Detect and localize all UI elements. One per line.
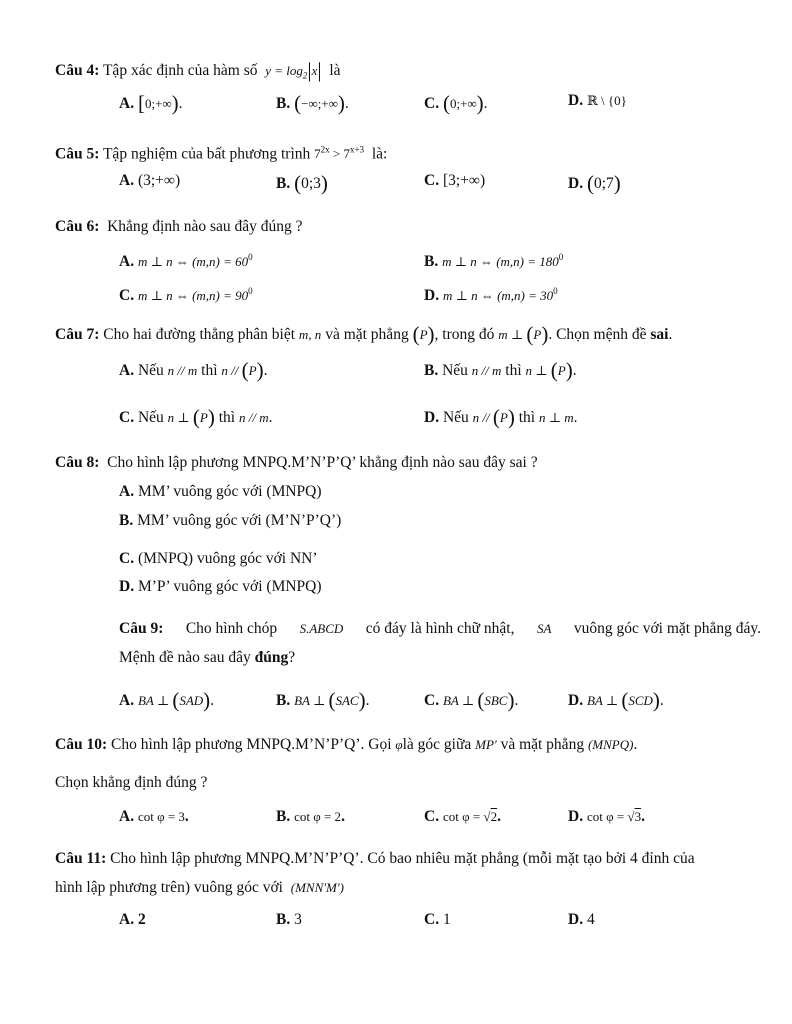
question-10: Câu 10: Cho hình lập phương MNPQ.M’N’P’Q’. Gọi φlà góc giữa MP' và mặt phẳng (MNPQ). xyxy=(55,736,638,753)
question-label: Câu 5: xyxy=(55,145,100,163)
question-11-line-2: hình lập phương trên) vuông góc với (MNN'M') xyxy=(55,879,344,896)
option-b[interactable]: B. (−∞;+∞). xyxy=(276,91,349,115)
question-8 xyxy=(55,453,538,473)
question-7: Câu 7: Cho hai đường thẳng phân biệt m, n và mặt phẳng (P), trong đó m ⊥ (P). Chọn mệnh đề sai. xyxy=(55,322,673,346)
option-c[interactable]: C. Nếu n ⊥ (P) thì n // m. xyxy=(119,405,273,429)
question-9-line-2: Mệnh đề nào sau đây đúng? xyxy=(119,649,296,666)
question-5 xyxy=(55,140,387,164)
question-label: Câu 10: xyxy=(55,736,108,753)
question-label: Câu 11: xyxy=(55,850,107,867)
option-b[interactable]: B. cot φ = 2. xyxy=(276,808,345,825)
option-d[interactable]: D. cot φ = √3. xyxy=(568,808,645,825)
math-expression: $7^{2x} > 7^{x+3}$ xyxy=(314,145,365,162)
option-c[interactable]: C. cot φ = √2. xyxy=(424,808,501,825)
question-label: Câu 9: xyxy=(119,620,164,637)
option-c[interactable]: C. 1 xyxy=(424,911,451,928)
option-b[interactable]: B. 3 xyxy=(276,911,302,928)
question-label: Câu 8: xyxy=(55,454,100,471)
question-label: Câu 4: xyxy=(55,62,100,79)
question-text: Tập xác định của hàm số xyxy=(102,62,258,79)
option-a[interactable]: A. MM’ vuông góc với (MNPQ) xyxy=(119,483,322,500)
question-11: Câu 11: Cho hình lập phương MNPQ.M’N’P’Q’. Có bao nhiêu mặt phẳng (mỗi mặt tạo bởi 4 đỉnh của xyxy=(55,850,695,867)
option-a[interactable]: A. 2 xyxy=(119,911,146,928)
question-text: Khẳng định nào sau đây đúng ? xyxy=(107,218,303,235)
option-c[interactable]: C. (MNPQ) vuông góc với NN’ xyxy=(119,550,318,567)
question-9: Câu 9: Cho hình chóp S.ABCD có đáy là hình chữ nhật, SA vuông góc với mặt phẳng đáy. xyxy=(119,620,761,637)
option-a[interactable]: A. [0;+∞). xyxy=(119,91,183,115)
option-a[interactable]: A. cot φ = 3. xyxy=(119,808,189,825)
option-d[interactable]: D. M’P’ vuông góc với (MNPQ) xyxy=(119,578,322,595)
option-c[interactable]: C. (0;+∞). xyxy=(424,91,488,115)
math-expression: $y = \log_2|x|$ xyxy=(265,58,322,82)
option-b[interactable]: B. BA ⊥ (SAC). xyxy=(276,688,370,712)
option-b[interactable]: B. MM’ vuông góc với (M’N’P’Q’) xyxy=(119,512,342,529)
option-d[interactable]: D. (0;7) xyxy=(568,171,621,195)
question-6 xyxy=(55,217,303,237)
option-b[interactable]: B. Nếu n // m thì n ⊥ (P). xyxy=(424,358,577,382)
question-tail: là: xyxy=(371,145,388,163)
option-d[interactable]: D. BA ⊥ (SCD). xyxy=(568,688,664,712)
option-d[interactable]: D. Nếu n // (P) thì n ⊥ m. xyxy=(424,405,578,429)
option-a[interactable]: A. BA ⊥ (SAD). xyxy=(119,688,215,712)
question-10-line-2: Chọn khẳng định đúng ? xyxy=(55,774,208,791)
option-b[interactable]: B. (0;3) xyxy=(276,171,328,195)
option-a[interactable]: A. m ⊥ n ⇔ $(m,n) = 60^0$ xyxy=(119,252,253,271)
option-a[interactable]: A. Nếu n // m thì n // (P). xyxy=(119,358,268,382)
option-a[interactable]: A. (3;+∞) xyxy=(119,172,181,189)
option-c[interactable]: C. BA ⊥ (SBC). xyxy=(424,688,519,712)
option-c[interactable]: C. [3;+∞) xyxy=(424,172,486,189)
option-c[interactable]: C. m ⊥ n ⇔ $(m,n) = 90^0$ xyxy=(119,286,253,305)
option-b[interactable]: B. m ⊥ n ⇔ $(m,n) = 180^0$ xyxy=(424,252,564,271)
question-label: Câu 7: xyxy=(55,326,100,343)
option-d[interactable]: D. ℝ \ {0} xyxy=(568,92,627,109)
question-text: Tập nghiệm của bất phương trình xyxy=(102,145,311,163)
option-d[interactable]: D. m ⊥ n ⇔ $(m,n) = 30^0$ xyxy=(424,286,558,305)
question-tail: là xyxy=(329,62,341,79)
question-4 xyxy=(55,58,341,86)
question-text: Cho hình lập phương MNPQ.M’N’P’Q’ khẳng định nào sau đây sai ? xyxy=(107,454,538,471)
option-d[interactable]: D. 4 xyxy=(568,911,595,928)
question-label: Câu 6: xyxy=(55,218,100,235)
